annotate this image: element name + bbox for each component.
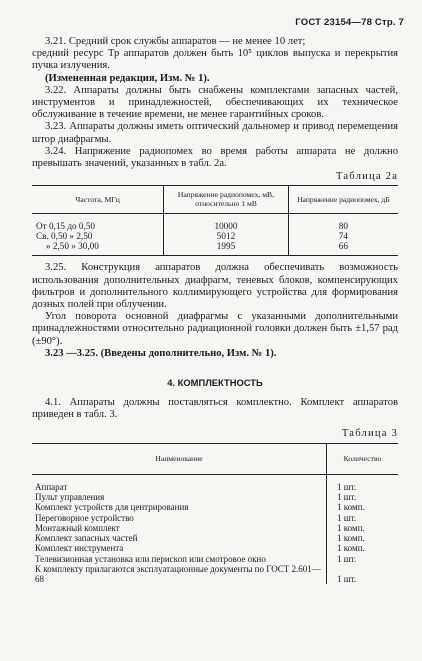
cell-item-name: Переговорное устройство xyxy=(35,512,134,523)
cell-item-name: Комплект запасных частей xyxy=(35,533,138,544)
cell-frequency: Св. 0,50 » 2,50 xyxy=(36,231,93,242)
column-header-voltage-mv: Напряжение радиопомех, мВ, относительно 1 мВ xyxy=(164,186,288,214)
table-row xyxy=(32,475,398,493)
table-3-caption: Таблица 3 xyxy=(341,427,398,439)
paragraph-3-21-resource: средний ресурс Тр аппаратов должен быть 10⁵ циклов выпуска и перекрытия пучка излучения. xyxy=(32,48,398,72)
column-header-quantity: Количество xyxy=(327,443,399,474)
cell-item-quantity: 1 шт. xyxy=(327,513,399,523)
cell-voltage-db: 74 xyxy=(288,231,398,241)
paragraph-3-24: 3.24. Напряжение радиопомех во время работы аппарата не должно превышать значений, указанных в табл. 2а. xyxy=(32,145,398,170)
cell-frequency: От 0,15 до 0,50 xyxy=(36,221,95,232)
cell-item-name: Телевизионная установка или перископ или смотровое окно xyxy=(35,553,266,564)
paragraph-3-23: 3.23. Аппараты должны иметь оптический дальномер и привод перемещения штор диафрагмы. xyxy=(32,121,398,145)
cell-item-quantity: 1 шт. xyxy=(327,492,399,502)
table-3 xyxy=(32,443,398,584)
table-row xyxy=(32,214,398,232)
amendment-note-added: 3.23 —3.25. (Введены дополнительно, Изм. № 1). xyxy=(45,347,277,359)
cell-item-quantity: 1 шт. xyxy=(327,564,399,584)
cell-item-quantity: 1 комп. xyxy=(327,502,399,512)
paragraph-4-1: 4.1. Аппараты должны поставляться комплектно. Комплект аппаратов приведен в табл. 3. xyxy=(32,397,398,421)
table-row xyxy=(32,231,398,241)
table-2a xyxy=(32,185,398,256)
cell-voltage-mv: 1995 xyxy=(164,241,288,256)
cell-item-quantity: 1 шт. xyxy=(327,554,399,564)
cell-voltage-mv: 5012 xyxy=(164,231,288,241)
cell-frequency: » 2,50 » 30,00 xyxy=(46,241,99,252)
column-header-voltage-db: Напряжение радиопомех, дБ xyxy=(288,186,398,214)
table-2a-caption: Таблица 2а xyxy=(335,171,398,183)
table-row xyxy=(32,554,398,564)
cell-item-quantity: 1 шт. xyxy=(327,475,399,493)
table-row xyxy=(32,513,398,523)
cell-item-name: Комплект устройств для центрирования xyxy=(35,502,189,513)
paragraph-rotation-angle: Угол поворота основной диафрагмы с указанными дополнительными принадлежностями относительно радиационной головки должен быть ±1,57 рад (±90°). xyxy=(32,311,398,347)
table-header-row xyxy=(32,443,398,474)
table-row xyxy=(32,523,398,533)
table-header-row xyxy=(32,186,398,214)
table-row xyxy=(32,533,398,543)
section-4-title: 4. КОМПЛЕКТНОСТЬ xyxy=(167,377,263,389)
table-row xyxy=(32,241,398,256)
table-row xyxy=(32,543,398,553)
paragraph-3-25: 3.25. Конструкция аппаратов должна обеспечивать возможность использования дополнительных диафрагм, теневых блоков, компенсирующих фильтров и дополнительного коллимирующего устройства для формирования дозных полей при облучении. xyxy=(32,262,398,311)
cell-voltage-db: 80 xyxy=(288,214,398,232)
table-row xyxy=(32,492,398,502)
cell-voltage-mv: 10000 xyxy=(164,214,288,232)
table-row xyxy=(32,564,398,584)
cell-item-name: Монтажный комплект xyxy=(35,522,120,533)
column-header-name: Наименование xyxy=(32,443,327,474)
cell-item-name: Пульт управления xyxy=(35,492,105,503)
cell-voltage-db: 66 xyxy=(288,241,398,256)
document-body xyxy=(32,36,398,584)
column-header-frequency: Частота, МГц xyxy=(32,186,164,214)
cell-item-quantity: 1 комп. xyxy=(327,523,399,533)
cell-item-quantity: 1 комп. xyxy=(327,533,399,543)
cell-item-name: Комплект инструмента xyxy=(35,543,124,554)
page-header: ГОСТ 23154—78 Стр. 7 xyxy=(295,17,404,28)
paragraph-3-21: 3.21. Средний срок службы аппаратов — не менее 10 лет; xyxy=(45,36,306,47)
cell-item-name: Аппарат xyxy=(35,482,68,493)
cell-item-name: К комплекту прилагаются эксплуатационные документы по ГОСТ 2.601—68 xyxy=(35,563,321,584)
paragraph-3-22: 3.22. Аппараты должны быть снабжены комплектами запасных частей, инструментов и принадлежностей, обеспечивающих их техническое обслуживание в течение времени, не менее гарантийных сроков. xyxy=(32,84,398,121)
amendment-note-changed: (Измененная редакция, Изм. № 1). xyxy=(45,72,210,84)
table-row xyxy=(32,502,398,512)
cell-item-quantity: 1 комп. xyxy=(327,543,399,553)
